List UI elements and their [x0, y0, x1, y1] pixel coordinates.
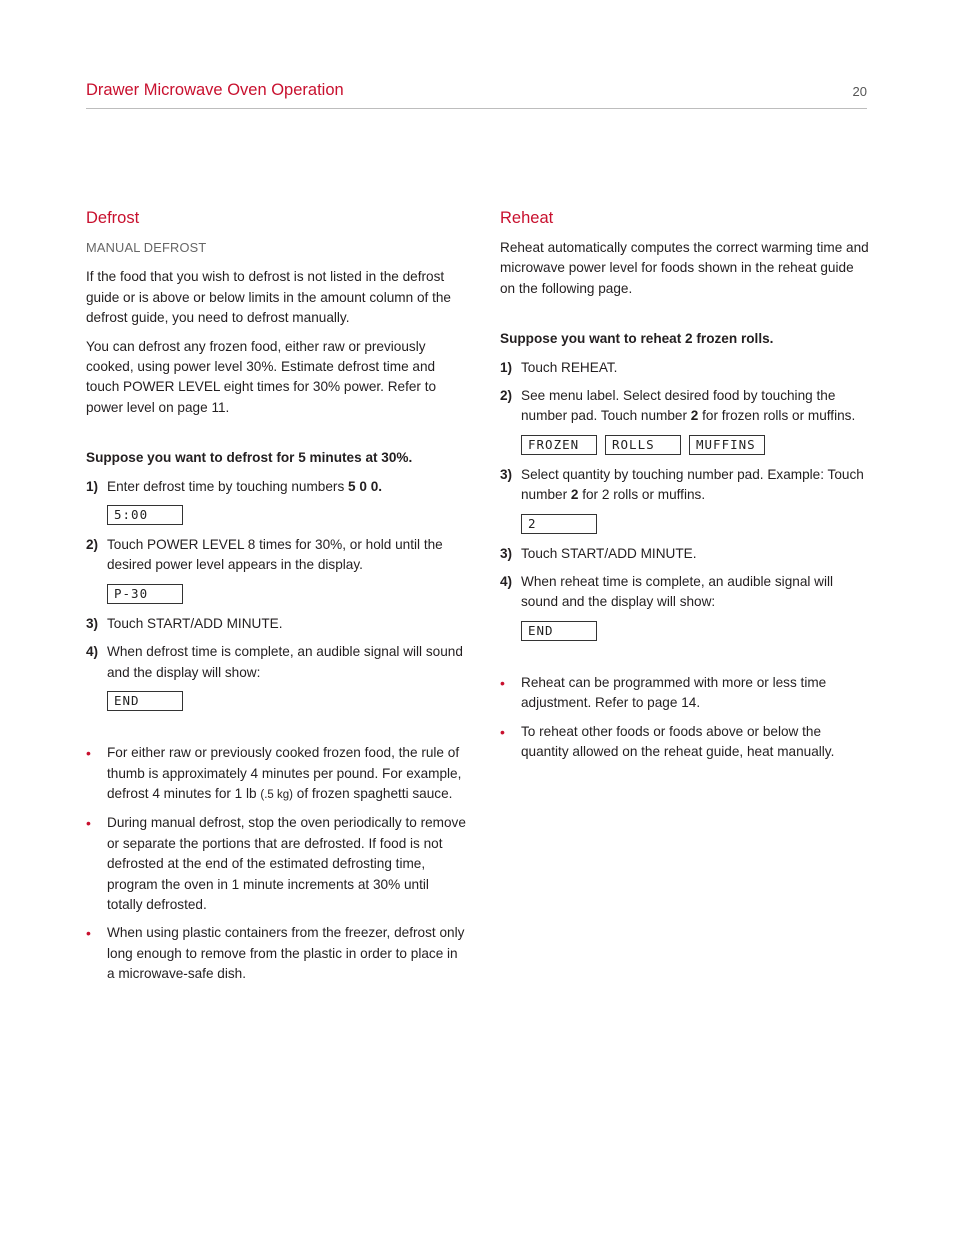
- step-number: 3): [500, 466, 513, 482]
- reheat-tips: [500, 673, 870, 763]
- defrost-step: [86, 642, 466, 683]
- step-text: Select quantity by touching number pad. Example: Touch number 2 for 2 rolls or muffins.: [521, 466, 864, 503]
- list-item: • Reheat can be programmed with more or less time adjustment. Refer to page 14.: [500, 673, 870, 714]
- list-item: • To reheat other foods or foods above or below the quantity allowed on the reheat guide, heat manually.: [500, 722, 870, 763]
- lcd-display: ROLLS: [605, 435, 681, 455]
- manual-defrost-subhead: MANUAL DEFROST: [86, 240, 207, 255]
- defrost-paragraph: If the food that you wish to defrost is not listed in the defrost guide or is above or below limits in the amount column of the defrost guide, you need to defrost manually.: [86, 269, 451, 326]
- defrost-step: [86, 535, 466, 576]
- step-text: See menu label. Select desired food by touching the number pad. Touch number 2 for frozen rolls or muffins.: [521, 388, 856, 424]
- bullet-icon: •: [86, 745, 91, 762]
- step-text: Enter defrost time by touching numbers 5 0 0.: [107, 478, 383, 494]
- list-item: • For either raw or previously cooked frozen food, the rule of thumb is approximately 4 minutes per pound. For example, defrost 4 minutes for 1 lb (.5 kg) of frozen spaghetti sauce.: [86, 743, 466, 805]
- step-number: 4): [500, 574, 513, 590]
- step-number: 2): [86, 537, 99, 553]
- step-text: Touch START/ADD MINUTE.: [521, 545, 697, 561]
- step-number: 4): [86, 644, 99, 660]
- bullet-icon: •: [86, 815, 91, 832]
- reheat-title: Reheat: [500, 209, 554, 227]
- defrost-step: [86, 477, 466, 497]
- defrost-step: [86, 614, 466, 634]
- step-number: 1): [86, 478, 99, 494]
- reheat-section: [500, 207, 870, 771]
- defrost-title: Defrost: [86, 209, 140, 227]
- bullet-icon: •: [86, 925, 91, 942]
- reheat-step: [500, 465, 870, 506]
- reheat-step: [500, 386, 870, 427]
- step-number: 3): [500, 545, 513, 561]
- step-number: 2): [500, 388, 513, 404]
- lcd-display: MUFFINS: [689, 435, 765, 455]
- page-number: 20: [852, 84, 867, 99]
- bullet-icon: •: [500, 674, 505, 691]
- defrost-section: [86, 207, 466, 993]
- lcd-display: P-30: [107, 584, 183, 604]
- reheat-step: [500, 544, 870, 564]
- page-header-title: Drawer Microwave Oven Operation: [86, 81, 344, 99]
- reheat-step: [500, 358, 870, 378]
- step-text: Touch START/ADD MINUTE.: [107, 615, 283, 631]
- lcd-display: END: [107, 691, 183, 711]
- step-text: When reheat time is complete, an audible signal will sound and the display will show:: [521, 574, 834, 610]
- defrost-paragraph: You can defrost any frozen food, either raw or previously cooked, using power level 30%. Estimate defrost time and touch POWER LEVEL eight times for 30% power. Refer to power level on page 11.: [86, 338, 437, 415]
- step-text: Touch REHEAT.: [521, 359, 618, 375]
- reheat-paragraph: Reheat automatically computes the correct warming time and microwave power level for foods shown in the reheat guide on the following page.: [500, 240, 869, 296]
- list-item: • During manual defrost, stop the oven periodically to remove or separate the portions that are defrosted. If food is not defrosted at the end of the estimated defrosting time, program the oven in 1 minute increments at 30% until totally defrosted.: [86, 813, 466, 915]
- step-text: Touch POWER LEVEL 8 times for 30%, or hold until the desired power level appears in the display.: [107, 537, 443, 573]
- reheat-example-intro: Suppose you want to reheat 2 frozen rolls.: [500, 331, 774, 347]
- step-number: 1): [500, 359, 513, 375]
- defrost-tips: [86, 743, 466, 984]
- header-divider: [86, 108, 867, 109]
- step-text: When defrost time is complete, an audible signal will sound and the display will show:: [107, 644, 463, 680]
- lcd-display: 2: [521, 514, 597, 534]
- defrost-example-intro: Suppose you want to defrost for 5 minutes at 30%.: [86, 450, 413, 466]
- list-item: • When using plastic containers from the freezer, defrost only long enough to remove from the plastic in order to place in a microwave-safe dish.: [86, 923, 466, 984]
- lcd-display: END: [521, 621, 597, 641]
- bullet-icon: •: [500, 723, 505, 740]
- reheat-step: [500, 572, 870, 613]
- step-number: 3): [86, 615, 99, 631]
- lcd-display: FROZEN: [521, 435, 597, 455]
- lcd-display: 5:00: [107, 505, 183, 525]
